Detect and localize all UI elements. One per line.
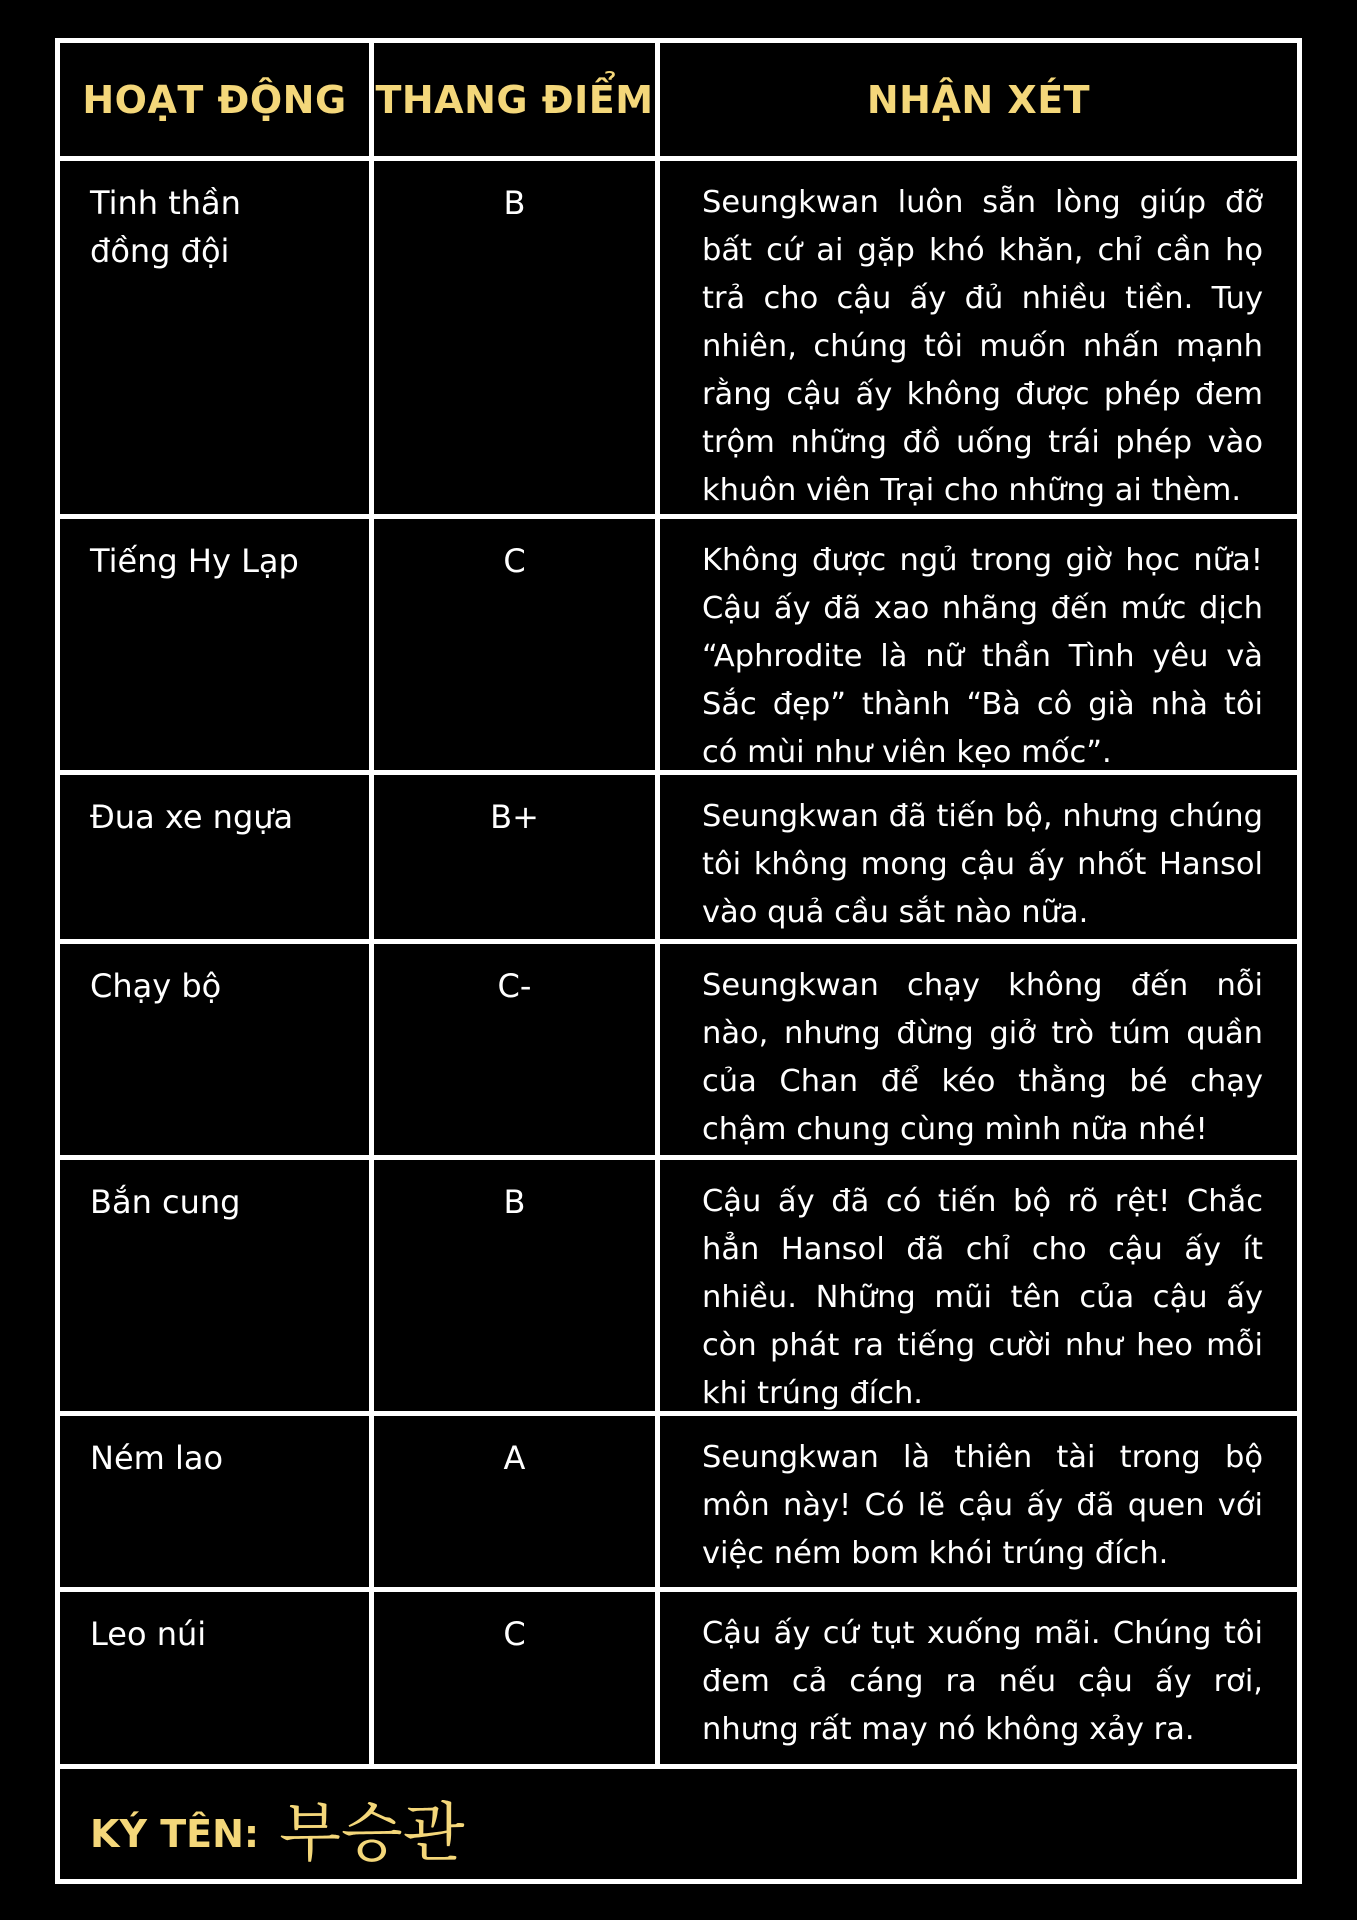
activity-cell: Tiếng Hy Lạp (60, 519, 374, 775)
comment-cell: Cậu ấy đã có tiến bộ rõ rệt! Chắc hẳn Hansol đã chỉ cho cậu ấy ít nhiều. Những mũi tên của cậu ấy còn phát ra tiếng cười như heo mỗi khi trúng đích. (660, 1160, 1297, 1416)
grade-cell: B+ (374, 775, 660, 944)
comment-cell: Seungkwan chạy không đến nỗi nào, nhưng đừng giở trò túm quần của Chan để kéo thằng bé chạy chậm chung cùng mình nữa nhé! (660, 944, 1297, 1160)
comment-cell: Seungkwan đã tiến bộ, nhưng chúng tôi không mong cậu ấy nhốt Hansol vào quả cầu sắt nào nữa. (660, 775, 1297, 944)
header-comment: NHẬN XÉT (660, 43, 1297, 161)
header-activity: HOẠT ĐỘNG (60, 43, 374, 161)
comment-cell: Không được ngủ trong giờ học nữa! Cậu ấy đã xao nhãng đến mức dịch “Aphrodite là nữ thần Tình yêu và Sắc đẹp” thành “Bà cô già nhà tôi có mùi như viên kẹo mốc”. (660, 519, 1297, 775)
grade-cell: A (374, 1416, 660, 1592)
activity-label: Tinh thần đồng đội (90, 184, 241, 270)
signature-row (60, 1789, 1297, 1879)
activity-cell: Đua xe ngựa (60, 775, 374, 944)
activity-cell: Leo núi (60, 1592, 374, 1769)
comment-cell: Seungkwan là thiên tài trong bộ môn này! Có lẽ cậu ấy đã quen với việc ném bom khói trúng đích. (660, 1416, 1297, 1592)
activity-cell: Ném lao (60, 1416, 374, 1592)
activity-cell: Bắn cung (60, 1160, 374, 1416)
signature-label: KÝ TÊN: (90, 1812, 260, 1856)
grade-cell: C (374, 519, 660, 775)
grade-cell: B (374, 1160, 660, 1416)
header-grade: THANG ĐIỂM (374, 43, 660, 161)
activity-cell (60, 161, 374, 519)
grades-table (60, 43, 1297, 1789)
grade-cell: C (374, 1592, 660, 1769)
comment-cell: Cậu ấy cứ tụt xuống mãi. Chúng tôi đem cả cáng ra nếu cậu ấy rơi, nhưng rất may nó không xảy ra. (660, 1592, 1297, 1769)
grade-cell: C- (374, 944, 660, 1160)
report-card (55, 38, 1302, 1884)
comment-cell: Seungkwan luôn sẵn lòng giúp đỡ bất cứ ai gặp khó khăn, chỉ cần họ trả cho cậu ấy đủ nhiều tiền. Tuy nhiên, chúng tôi muốn nhấn mạnh rằng cậu ấy không được phép đem trộm những đồ uống trái phép vào khuôn viên Trại cho những ai thèm. (660, 161, 1297, 519)
signature-name: 부승관 (279, 1797, 465, 1871)
grade-cell: B (374, 161, 660, 519)
activity-cell: Chạy bộ (60, 944, 374, 1160)
